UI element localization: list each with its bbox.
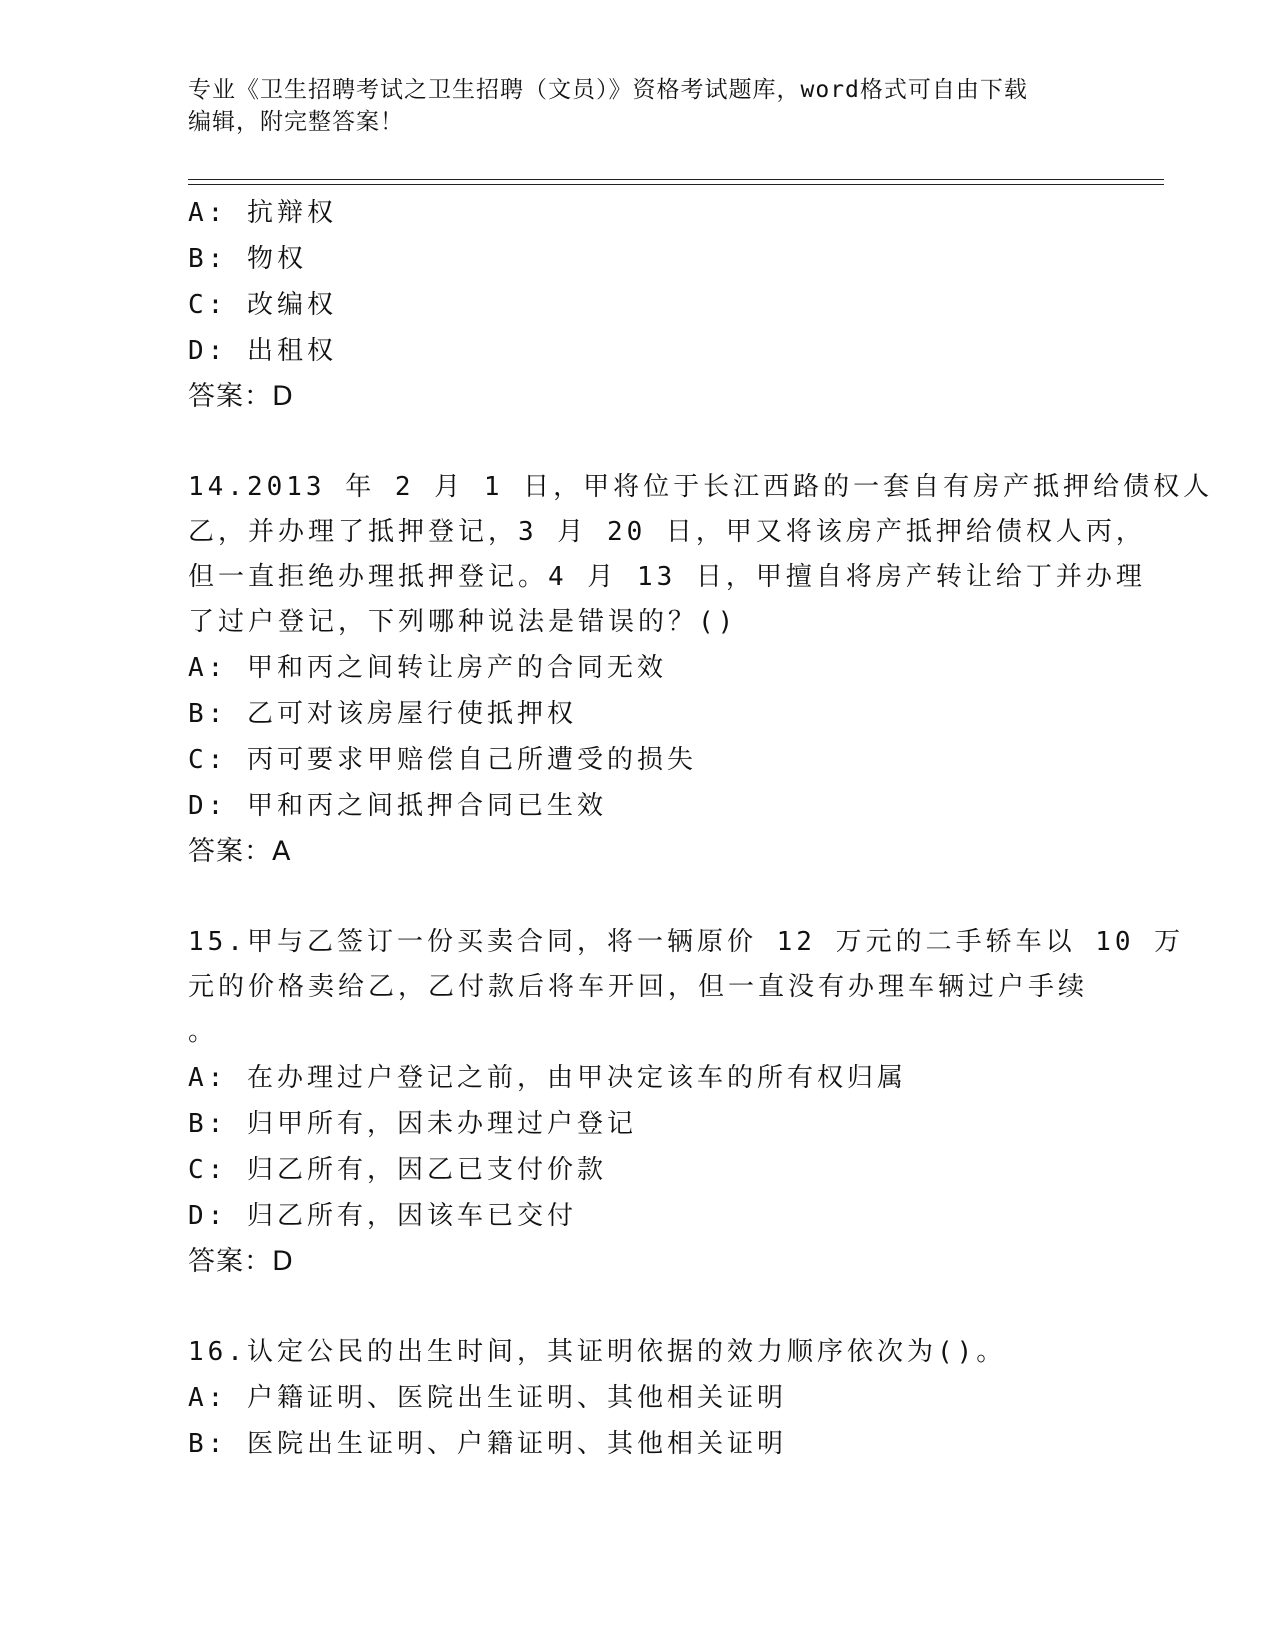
question-stem-line: 了过户登记，下列哪种说法是错误的？() xyxy=(188,607,738,637)
answer: 答案：A xyxy=(188,836,292,867)
header-line-2: 编辑，附完整答案！ xyxy=(188,109,404,135)
spacer xyxy=(188,420,1088,465)
option-b: B: 物权 xyxy=(188,244,307,274)
document-header xyxy=(188,74,1088,138)
option-d: D: 甲和丙之间抵押合同已生效 xyxy=(188,791,607,821)
header-divider-bottom xyxy=(188,184,1164,185)
question-stem-line: 。 xyxy=(188,1017,219,1047)
question-stem-line: 15.甲与乙签订一份买卖合同，将一辆原价 12 万元的二手轿车以 10 万 xyxy=(188,927,1185,957)
answer: 答案：D xyxy=(188,1246,294,1277)
option-a: A: 在办理过户登记之前，由甲决定该车的所有权归属 xyxy=(188,1063,907,1093)
option-c: C: 改编权 xyxy=(188,290,337,320)
question-list xyxy=(188,190,1214,1467)
spacer xyxy=(188,875,1088,920)
option-a: A: 户籍证明、医院出生证明、其他相关证明 xyxy=(188,1383,787,1413)
question-16 xyxy=(188,1330,1088,1467)
question-14 xyxy=(188,465,1214,875)
option-b: B: 归甲所有，因未办理过户登记 xyxy=(188,1109,637,1139)
answer: 答案：D xyxy=(188,381,294,412)
question-stem-line: 14.2013 年 2 月 1 日，甲将位于长江西路的一套自有房产抵押给债权人 xyxy=(188,472,1214,502)
header-line-1: 专业《卫生招聘考试之卫生招聘（文员）》资格考试题库，word格式可自由下载 xyxy=(188,77,1028,103)
option-b: B: 乙可对该房屋行使抵押权 xyxy=(188,699,577,729)
question-stem-line: 但一直拒绝办理抵押登记。4 月 13 日，甲擅自将房产转让给丁并办理 xyxy=(188,562,1146,592)
option-d: D: 出租权 xyxy=(188,336,337,366)
question-stem-line: 乙，并办理了抵押登记，3 月 20 日，甲又将该房产抵押给债权人丙， xyxy=(188,517,1146,547)
spacer xyxy=(188,1285,1088,1330)
option-a: A: 抗辩权 xyxy=(188,198,337,228)
question-13 xyxy=(188,190,1088,420)
option-c: C: 丙可要求甲赔偿自己所遭受的损失 xyxy=(188,745,697,775)
header-divider-top xyxy=(188,179,1164,180)
option-b: B: 医院出生证明、户籍证明、其他相关证明 xyxy=(188,1429,787,1459)
question-stem-line: 元的价格卖给乙，乙付款后将车开回，但一直没有办理车辆过户手续 xyxy=(188,972,1089,1002)
option-c: C: 归乙所有，因乙已支付价款 xyxy=(188,1155,607,1185)
question-15 xyxy=(188,920,1185,1285)
option-a: A: 甲和丙之间转让房产的合同无效 xyxy=(188,653,667,683)
option-d: D: 归乙所有，因该车已交付 xyxy=(188,1201,577,1231)
question-stem-line: 16.认定公民的出生时间，其证明依据的效力顺序依次为()。 xyxy=(188,1337,1007,1367)
